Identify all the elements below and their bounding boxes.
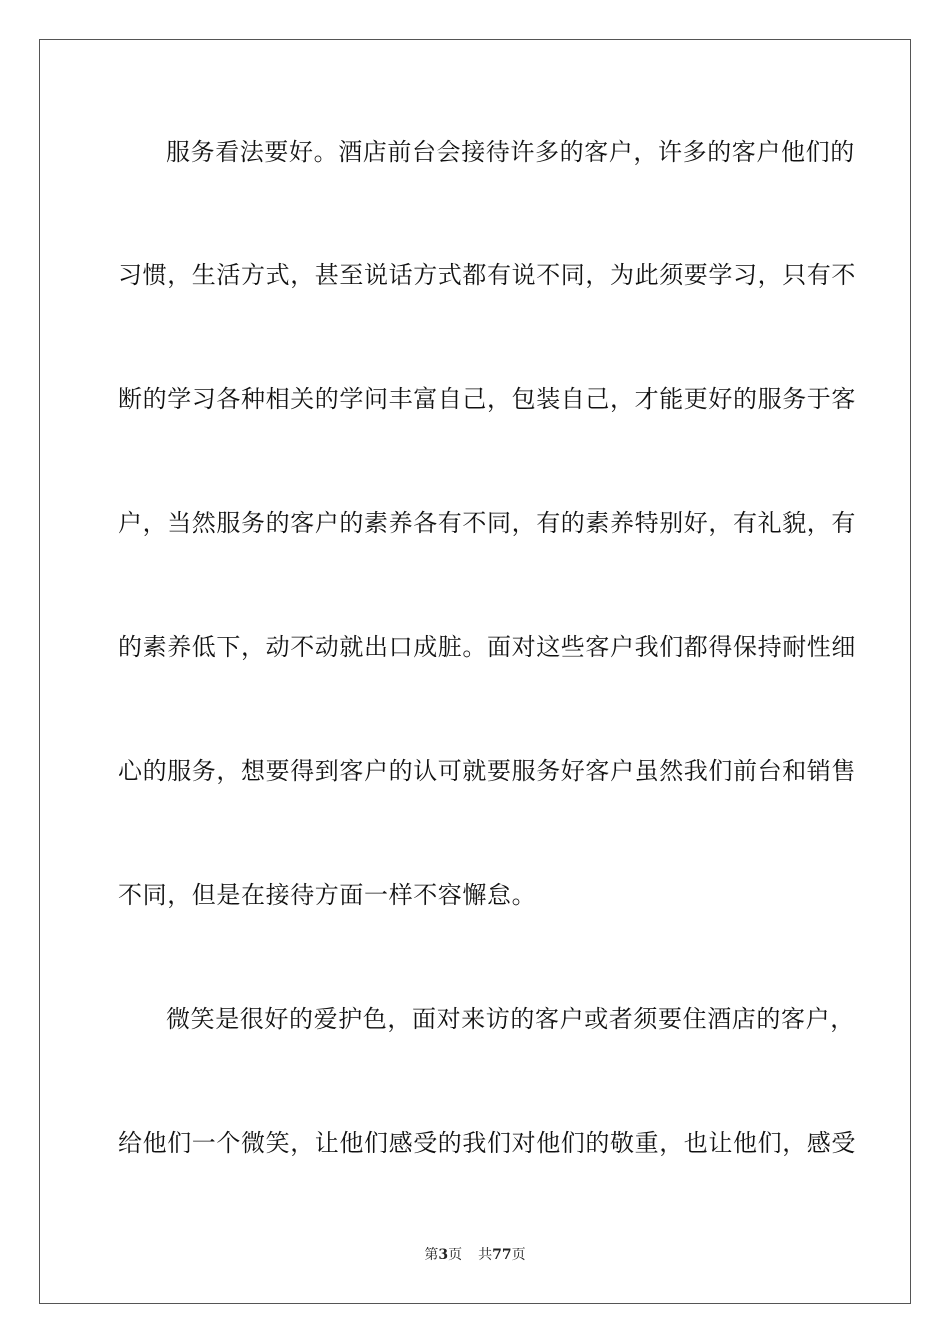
paragraph-1-line-6: 心的服务，想要得到客户的认可就要服务好客户虽然我们前台和销售	[118, 757, 856, 785]
paragraph-2-line-1: 微笑是很好的爱护色，面对来访的客户或者须要住酒店的客户，	[166, 1005, 855, 1033]
page-suffix: 页	[448, 1247, 463, 1263]
paragraph-1-line-5: 的素养低下，动不动就出口成脏。面对这些客户我们都得保持耐性细	[118, 633, 856, 661]
page-border	[39, 39, 911, 1304]
paragraph-1-line-2: 习惯，生活方式，甚至说话方式都有说不同，为此须要学习，只有不	[118, 261, 856, 289]
total-prefix: 共	[478, 1247, 493, 1263]
paragraph-1-line-3: 断的学习各种相关的学问丰富自己，包装自己，才能更好的服务于客	[118, 385, 856, 413]
paragraph-2-line-2: 给他们一个微笑，让他们感受的我们对他们的敬重，也让他们，感受	[118, 1129, 856, 1157]
paragraph-1-line-1: 服务看法要好。酒店前台会接待许多的客户，许多的客户他们的	[166, 138, 855, 166]
paragraph-1-line-7: 不同，但是在接待方面一样不容懈怠。	[118, 881, 537, 909]
page-prefix: 第	[424, 1247, 439, 1263]
total-pages: 77	[492, 1247, 512, 1263]
total-suffix: 页	[511, 1247, 526, 1263]
paragraph-1-line-4: 户，当然服务的客户的素养各有不同，有的素养特别好，有礼貌，有	[118, 509, 856, 537]
page-footer	[0, 1245, 950, 1265]
page-number: 3	[438, 1247, 449, 1263]
